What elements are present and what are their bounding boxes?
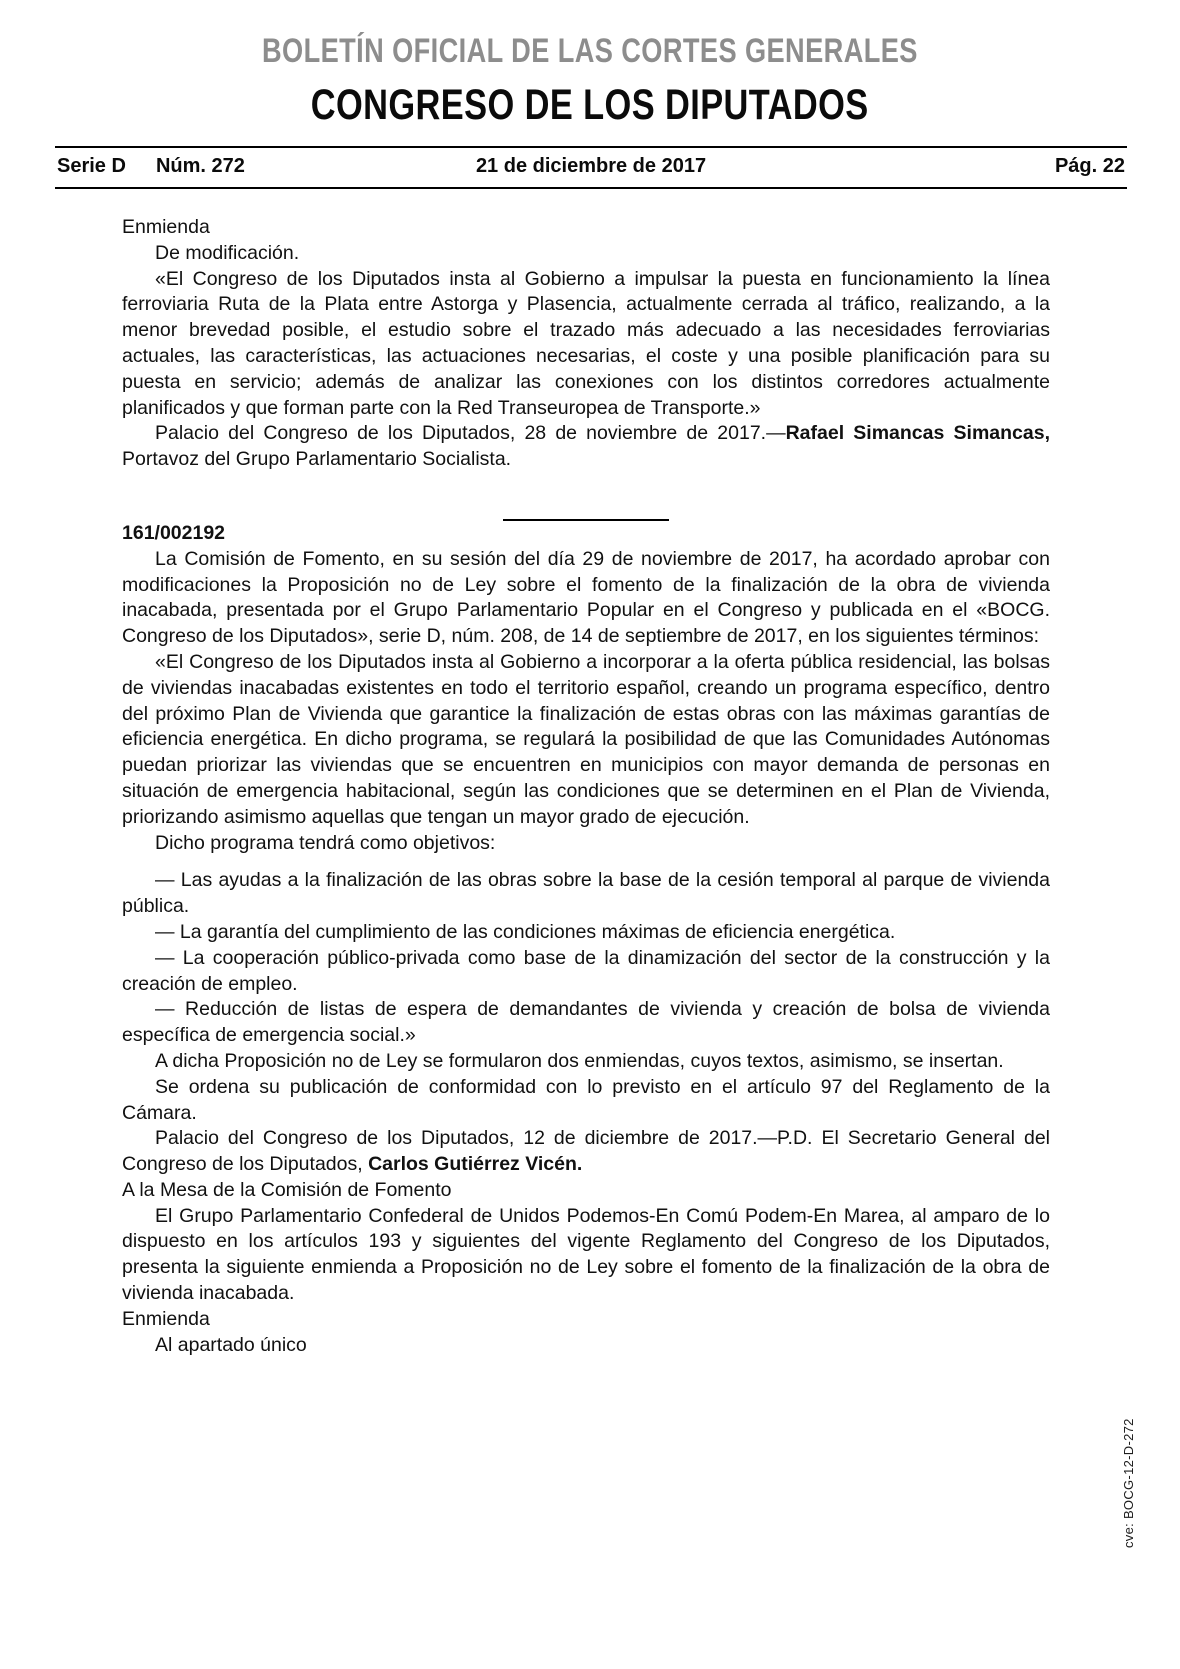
bulletin-title <box>0 32 1180 70</box>
issue-number: Núm. 272 <box>155 155 245 177</box>
bulletin-title-text: BOLETÍN OFICIAL DE LAS CORTES GENERALES <box>262 32 918 70</box>
document-content <box>122 215 1050 1358</box>
amendment2-intro: El Grupo Parlamentario Confederal de Unidos Podemos-En Comú Podem-En Marea, al amparo de lo dispuesto en los artículos 193 y siguientes del vigente Reglamento del Congreso de los Diputados, presenta la siguiente enmienda a Proposición no de Ley sobre el fomento de la finalización de la obra de vivienda inacabada. <box>122 1204 1050 1305</box>
objectives-list <box>122 868 1050 1049</box>
amendment1-signoff-name: Rafael Simancas Simancas, <box>785 422 1050 445</box>
issue-date: 21 de diciembre de 2017 <box>475 155 707 177</box>
amendment1-signoff-suffix: Portavoz del Grupo Parlamentario Socialista. <box>122 448 512 471</box>
amendment2-target: Al apartado único <box>155 1333 307 1356</box>
cve-code: cve: BOCG-12-D-272 <box>1121 1418 1136 1548</box>
serie-label: Serie D <box>57 155 126 177</box>
item-signoff <box>122 1126 1050 1178</box>
organ-title-text: CONGRESO DE LOS DIPUTADOS <box>311 81 869 129</box>
objective-item: — Las ayudas a la finalización de las obras sobre la base de la cesión temporal al parque de vivienda pública. <box>122 869 1050 918</box>
amendment1-label: Enmienda <box>122 216 210 238</box>
item-signoff-prefix: Palacio del Congreso de los Diputados, 12 de diciembre de 2017.—P.D. El Secretario General del Congreso de los Diputados, <box>122 1127 1050 1176</box>
objective-item: — Reducción de listas de espera de demandantes de vivienda y creación de bolsa de vivienda específica de emergencia social.» <box>122 998 1050 1047</box>
amendment1-quote: «El Congreso de los Diputados insta al Gobierno a impulsar la puesta en funcionamiento la línea ferroviaria Ruta de la Plata entre Astorga y Plasencia, actualmente cerrada al tráfico, realizando, a la menor brevedad posible, el estudio sobre el trazado más adecuado a las necesidades ferroviarias actuales, las características, las actuaciones necesarias, el coste y una posible planificación para su puesta en servicio; además de analizar las conexiones con los distintos corredores actualmente planificados y que forman parte con la Red Transeuropea de Transporte.» <box>122 267 1050 419</box>
amendment2-label: Enmienda <box>122 1307 210 1330</box>
page-header <box>0 0 1180 189</box>
objective-item: — La garantía del cumplimiento de las condiciones máximas de eficiencia energética. <box>155 920 896 943</box>
objective-item: — La cooperación público-privada como base de la dinamización del sector de la construcción y la creación de empleo. <box>122 946 1050 995</box>
publication-note: Se ordena su publicación de conformidad con lo previsto en el artículo 97 del Reglamento de la Cámara. <box>122 1075 1050 1124</box>
amendment1-type: De modificación. <box>155 241 300 264</box>
amendment2-addressee: A la Mesa de la Comisión de Fomento <box>122 1178 452 1201</box>
item-intro: La Comisión de Fomento, en su sesión del día 29 de noviembre de 2017, ha acordado aprobar con modificaciones la Proposición no de Ley sobre el fomento de la finalización de la obra de vivienda inacabada, presentada por el Grupo Parlamentario Popular en el Congreso y publicada en el «BOCG. Congreso de los Diputados», serie D, núm. 208, de 14 de septiembre de 2017, en los siguientes términos: <box>122 547 1050 648</box>
item-reference: 161/002192 <box>122 521 226 544</box>
objectives-lead: Dicho programa tendrá como objetivos: <box>155 831 496 854</box>
item-signoff-name: Carlos Gutiérrez Vicén. <box>368 1153 583 1176</box>
issue-meta-left <box>57 155 476 178</box>
amendment1-signoff <box>122 421 1050 473</box>
item-quote: «El Congreso de los Diputados insta al Gobierno a incorporar a la oferta pública residencial, las bolsas de viviendas inacabadas existentes en todo el territorio español, creando un programa específico, dentro del próximo Plan de Vivienda que garantice la finalización de estas obras con las máximas garantías de eficiencia energética. En dicho programa, se regulará la posibilidad de que las Comunidades Autónomas puedan priorizar las viviendas que se encuentren en municipios con mayor demanda de personas en situación de emergencia habitacional, según las condiciones que se determinen en el Plan de Vivienda, priorizando asimismo aquellas que tengan un mayor grado de ejecución. <box>122 650 1050 828</box>
organ-title <box>0 82 1180 128</box>
page-number: Pág. 22 <box>1054 155 1126 177</box>
amendment1-signoff-prefix: Palacio del Congreso de los Diputados, 28 de noviembre de 2017.— <box>155 422 786 445</box>
amendments-note: A dicha Proposición no de Ley se formularon dos enmiendas, cuyos textos, asimismo, se insertan. <box>155 1049 1004 1072</box>
issue-meta-band <box>55 146 1127 189</box>
